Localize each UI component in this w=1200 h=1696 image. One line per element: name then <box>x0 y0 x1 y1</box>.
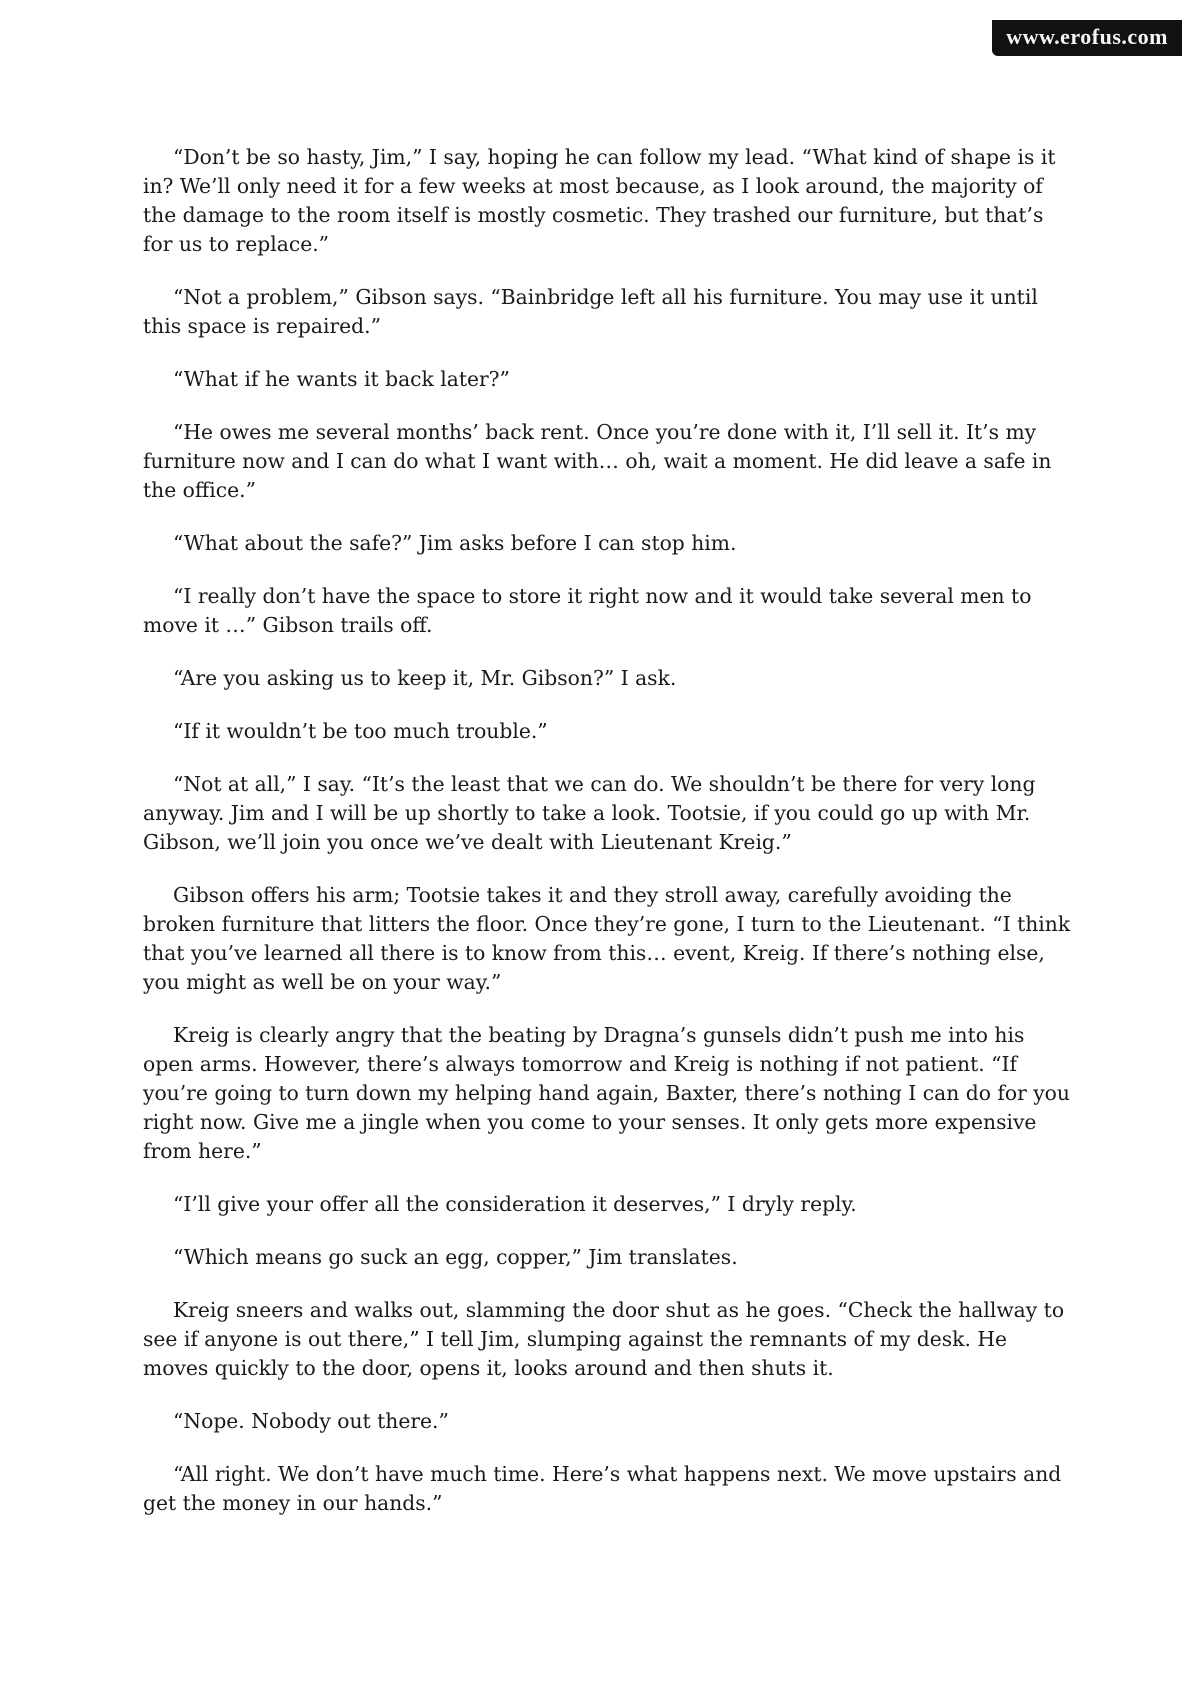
paragraph: “Don’t be so hasty, Jim,” I say, hoping he can follow my lead. “What kind of shape is it in? We’ll only need it for a few weeks at most because, as I look around, the majority of the damage to the room itself is mostly cosmetic. They trashed our furniture, but that’s for us to replace.” <box>143 145 1056 256</box>
paragraph: Kreig is clearly angry that the beating by Dragna’s gunsels didn’t push me into his open arms. However, there’s always tomorrow and Kreig is nothing if not patient. “If you’re going to turn down my helping hand again, Baxter, there’s nothing I can do for you right now. Give me a jingle when you come to your senses. It only gets more expensive from here.” <box>143 1023 1070 1163</box>
paragraph: “If it wouldn’t be too much trouble.” <box>173 719 548 743</box>
paragraph: “Which means go suck an egg, copper,” Jim translates. <box>173 1245 738 1269</box>
paragraph: “I’ll give your offer all the consideration it deserves,” I dryly reply. <box>173 1192 857 1216</box>
paragraph: “I really don’t have the space to store it right now and it would take several men to move it …” Gibson trails off. <box>143 584 1032 637</box>
paragraph: “Are you asking us to keep it, Mr. Gibson?” I ask. <box>173 666 677 690</box>
paragraph: “What about the safe?” Jim asks before I can stop him. <box>173 531 737 555</box>
book-page-text <box>143 143 1073 1542</box>
paragraph: “What if he wants it back later?” <box>173 367 510 391</box>
paragraph: “He owes me several months’ back rent. Once you’re done with it, I’ll sell it. It’s my furniture now and I can do what I want with… oh, wait a moment. He did leave a safe in the office.” <box>143 420 1052 502</box>
paragraph: “Nope. Nobody out there.” <box>173 1409 449 1433</box>
site-watermark: www.erofus.com <box>992 20 1182 56</box>
paragraph: Kreig sneers and walks out, slamming the door shut as he goes. “Check the hallway to see if anyone is out there,” I tell Jim, slumping against the remnants of my desk. He moves quickly to the door, opens it, looks around and then shuts it. <box>143 1298 1065 1380</box>
paragraph: “All right. We don’t have much time. Here’s what happens next. We move upstairs and get the money in our hands.” <box>143 1462 1062 1515</box>
paragraph: “Not a problem,” Gibson says. “Bainbridge left all his furniture. You may use it until this space is repaired.” <box>143 285 1038 338</box>
paragraph: “Not at all,” I say. “It’s the least that we can do. We shouldn’t be there for very long anyway. Jim and I will be up shortly to take a look. Tootsie, if you could go up with Mr. Gibson, we’ll join you once we’ve dealt with Lieutenant Kreig.” <box>143 772 1036 854</box>
paragraph: Gibson offers his arm; Tootsie takes it and they stroll away, carefully avoiding the broken furniture that litters the floor. Once they’re gone, I turn to the Lieutenant. “I think that you’ve learned all there is to know from this… event, Kreig. If there’s nothing else, you might as well be on your way.” <box>143 883 1071 994</box>
